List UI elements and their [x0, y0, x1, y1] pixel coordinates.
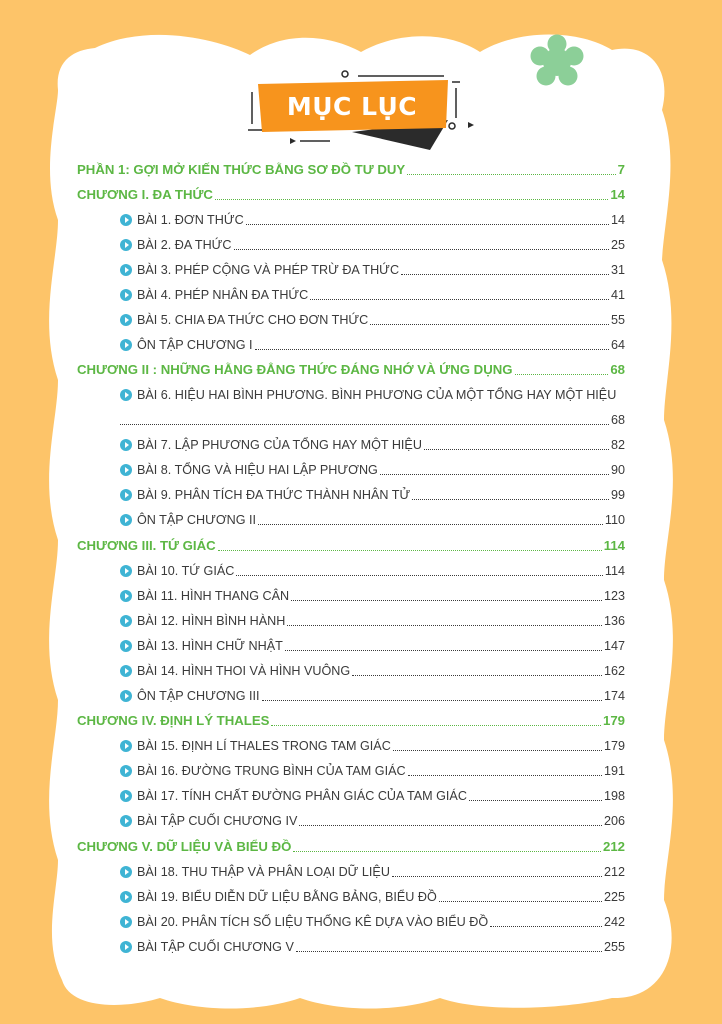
toc-lesson-7[interactable]	[120, 435, 625, 455]
toc-lesson-5[interactable]	[120, 310, 625, 330]
toc-lesson-4[interactable]	[120, 285, 625, 305]
dot-leader	[490, 925, 602, 927]
toc-lesson-label: BÀI 20. PHÂN TÍCH SỐ LIỆU THỐNG KÊ DỰA VÀO BIỂU ĐỒ	[137, 915, 489, 929]
toc-lesson-13[interactable]	[120, 636, 625, 656]
dot-leader	[285, 649, 602, 651]
play-bullet-icon	[120, 264, 132, 276]
toc-page-number: 174	[603, 689, 625, 703]
toc-chapter-label: CHƯƠNG II : NHỮNG HẰNG ĐẲNG THỨC ĐÁNG NHỚ VÀ ỨNG DỤNG	[77, 362, 513, 377]
dot-leader	[293, 850, 601, 852]
toc-chapter-4[interactable]	[77, 711, 625, 731]
toc-lesson-15[interactable]	[120, 736, 625, 756]
play-bullet-icon	[120, 690, 132, 702]
toc-page-number: 206	[603, 814, 625, 828]
toc-page-number: 179	[602, 713, 625, 728]
toc-exercise-chapter-4[interactable]	[120, 811, 625, 831]
dot-leader	[352, 674, 602, 676]
toc-lesson-label: BÀI 19. BIỂU DIỄN DỮ LIỆU BẰNG BẢNG, BIỂU ĐỒ	[137, 890, 437, 904]
toc-chapter-label: CHƯƠNG III. TỨ GIÁC	[77, 538, 216, 553]
dot-leader	[439, 900, 602, 902]
play-bullet-icon	[120, 514, 132, 526]
dot-leader	[408, 774, 602, 776]
toc-chapter-2[interactable]	[77, 360, 625, 380]
toc-chapter-1[interactable]	[77, 185, 625, 205]
play-bullet-icon	[120, 289, 132, 301]
toc-lesson-label: BÀI 3. PHÉP CỘNG VÀ PHÉP TRỪ ĐA THỨC	[137, 263, 400, 277]
toc-lesson-20[interactable]	[120, 912, 625, 932]
toc-page-number: 41	[610, 288, 625, 302]
toc-lesson-label: BÀI 15. ĐỊNH LÍ THALES TRONG TAM GIÁC	[137, 739, 391, 753]
toc-part-label: PHẦN 1: GỢI MỞ KIẾN THỨC BẰNG SƠ ĐỒ TƯ DUY	[77, 162, 406, 177]
toc-lesson-12[interactable]	[120, 611, 625, 631]
toc-part-1[interactable]	[77, 160, 625, 180]
toc-lesson-label: BÀI 13. HÌNH CHỮ NHẬT	[137, 639, 283, 653]
toc-lesson-1[interactable]	[120, 210, 625, 230]
toc-page-number: 162	[603, 664, 625, 678]
play-bullet-icon	[120, 565, 132, 577]
dot-leader	[469, 799, 602, 801]
toc-page-number: 7	[617, 162, 625, 177]
play-bullet-icon	[120, 916, 132, 928]
toc-page-number: 82	[610, 438, 625, 452]
toc-lesson-label: BÀI 1. ĐƠN THỨC	[137, 213, 244, 227]
toc-page-number: 110	[604, 513, 625, 527]
dot-leader	[407, 173, 615, 175]
toc-lesson-label: BÀI 2. ĐA THỨC	[137, 238, 232, 252]
dot-leader	[218, 549, 602, 551]
play-bullet-icon	[120, 314, 132, 326]
dot-leader	[215, 198, 608, 200]
toc-page-number: 55	[610, 313, 625, 327]
toc-page-number: 179	[603, 739, 625, 753]
play-bullet-icon	[120, 815, 132, 827]
toc-lesson-label: BÀI 17. TÍNH CHẤT ĐƯỜNG PHÂN GIÁC CỦA TAM GIÁC	[137, 789, 467, 803]
toc-lesson-label: BÀI 8. TỔNG VÀ HIỆU HAI LẬP PHƯƠNG	[137, 463, 378, 477]
dot-leader	[296, 950, 602, 952]
toc-lesson-label: ÔN TẬP CHƯƠNG III	[137, 689, 260, 703]
dot-leader	[299, 824, 602, 826]
toc-page-number: 114	[604, 564, 625, 578]
toc-lesson-8[interactable]	[120, 460, 625, 480]
toc-lesson-label: BÀI 4. PHÉP NHÂN ĐA THỨC	[137, 288, 309, 302]
toc-lesson-19[interactable]	[120, 887, 625, 907]
toc-page-number: 225	[603, 890, 625, 904]
dot-leader	[424, 448, 609, 450]
toc-lesson-label: BÀI TẬP CUỐI CHƯƠNG V	[137, 940, 294, 954]
play-bullet-icon	[120, 640, 132, 652]
play-bullet-icon	[120, 866, 132, 878]
toc-lesson-label: BÀI 11. HÌNH THANG CÂN	[137, 589, 290, 603]
dot-leader	[401, 273, 609, 275]
toc-page-number: 255	[603, 940, 625, 954]
toc-lesson-9[interactable]	[120, 485, 625, 505]
dot-leader	[393, 749, 602, 751]
toc-lesson-16[interactable]	[120, 761, 625, 781]
play-bullet-icon	[120, 891, 132, 903]
toc-chapter-label: CHƯƠNG V. DỮ LIỆU VÀ BIỂU ĐỒ	[77, 839, 292, 854]
toc-page-number: 212	[603, 865, 625, 879]
toc-lesson-10[interactable]	[120, 561, 625, 581]
play-bullet-icon	[120, 214, 132, 226]
toc-lesson-label: BÀI 14. HÌNH THOI VÀ HÌNH VUÔNG	[137, 664, 351, 678]
toc-chapter-5[interactable]	[77, 837, 625, 857]
toc-page-number: 136	[603, 614, 625, 628]
dot-leader	[246, 223, 609, 225]
toc-lesson-label: BÀI 18. THU THẬP VÀ PHÂN LOẠI DỮ LIỆU	[137, 865, 390, 879]
dot-leader	[262, 699, 602, 701]
toc-lesson-3[interactable]	[120, 260, 625, 280]
toc-lesson-label: BÀI 16. ĐƯỜNG TRUNG BÌNH CỦA TAM GIÁC	[137, 764, 406, 778]
toc-page-number: 123	[603, 589, 625, 603]
dot-leader	[287, 624, 602, 626]
dot-leader	[380, 473, 609, 475]
toc-exercise-chapter-5[interactable]	[120, 937, 625, 957]
toc-page-number: 147	[603, 639, 625, 653]
play-bullet-icon	[120, 489, 132, 501]
dot-leader	[392, 875, 602, 877]
toc-lesson-label: ÔN TẬP CHƯƠNG I	[137, 338, 253, 352]
play-bullet-icon	[120, 665, 132, 677]
dot-leader	[255, 348, 609, 350]
toc-lesson-label: BÀI 12. HÌNH BÌNH HÀNH	[137, 614, 286, 628]
play-bullet-icon	[120, 239, 132, 251]
toc-review-chapter-2[interactable]	[120, 510, 625, 530]
dot-leader	[120, 423, 609, 425]
play-bullet-icon	[120, 590, 132, 602]
play-bullet-icon	[120, 765, 132, 777]
toc-lesson-14[interactable]	[120, 661, 625, 681]
toc-page-number: 68	[610, 413, 625, 427]
toc-page-number: 68	[610, 362, 625, 377]
page-title: MỤC LỤC	[286, 91, 418, 121]
toc-lesson-6-continued[interactable]	[120, 410, 625, 430]
toc-chapter-label: CHƯƠNG IV. ĐỊNH LÝ THALES	[77, 713, 270, 728]
toc-page-number: 212	[602, 839, 625, 854]
toc-lesson-label: BÀI TẬP CUỐI CHƯƠNG IV	[137, 814, 298, 828]
toc-page-number: 114	[603, 538, 625, 553]
toc-lesson-label: BÀI 7. LẬP PHƯƠNG CỦA TỔNG HAY MỘT HIỆU	[137, 438, 422, 452]
toc-lesson-11[interactable]	[120, 586, 625, 606]
toc-lesson-label: BÀI 5. CHIA ĐA THỨC CHO ĐƠN THỨC	[137, 313, 369, 327]
toc-review-chapter-3[interactable]	[120, 686, 625, 706]
toc-page-number: 14	[610, 213, 625, 227]
toc-page-number: 31	[610, 263, 625, 277]
toc-lesson-17[interactable]	[120, 786, 625, 806]
dot-leader	[258, 523, 603, 525]
toc-page-number: 99	[610, 488, 625, 502]
dot-leader	[370, 323, 609, 325]
play-bullet-icon	[120, 464, 132, 476]
toc-lesson-2[interactable]	[120, 235, 625, 255]
dot-leader	[412, 498, 609, 500]
dot-leader	[310, 298, 609, 300]
dot-leader	[291, 599, 602, 601]
play-bullet-icon	[120, 740, 132, 752]
toc-lesson-label: BÀI 10. TỨ GIÁC	[137, 564, 235, 578]
dot-leader	[236, 574, 603, 576]
play-bullet-icon	[120, 339, 132, 351]
play-bullet-icon	[120, 790, 132, 802]
toc-lesson-label: BÀI 6. HIỆU HAI BÌNH PHƯƠNG. BÌNH PHƯƠNG CỦA MỘT TỔNG HAY MỘT HIỆU	[137, 388, 617, 402]
toc-lesson-18[interactable]	[120, 862, 625, 882]
dot-leader	[515, 373, 609, 375]
play-bullet-icon	[120, 389, 132, 401]
play-bullet-icon	[120, 615, 132, 627]
dot-leader	[271, 724, 601, 726]
toc-page-number: 242	[603, 915, 625, 929]
toc-lesson-6[interactable]	[120, 385, 625, 405]
toc-page-number: 64	[610, 338, 625, 352]
play-bullet-icon	[120, 941, 132, 953]
toc-page-number: 191	[603, 764, 625, 778]
toc-chapter-3[interactable]	[77, 536, 625, 556]
toc-page-number: 90	[610, 463, 625, 477]
toc-page-number: 198	[603, 789, 625, 803]
toc-lesson-label: ÔN TẬP CHƯƠNG II	[137, 513, 257, 527]
toc-lesson-label: BÀI 9. PHÂN TÍCH ĐA THỨC THÀNH NHÂN TỬ	[137, 488, 411, 502]
dot-leader	[234, 248, 609, 250]
toc-review-chapter-1[interactable]	[120, 335, 625, 355]
toc-chapter-label: CHƯƠNG I. ĐA THỨC	[77, 187, 213, 202]
play-bullet-icon	[120, 439, 132, 451]
toc-page-number: 25	[610, 238, 625, 252]
toc-page-number: 14	[610, 187, 625, 202]
